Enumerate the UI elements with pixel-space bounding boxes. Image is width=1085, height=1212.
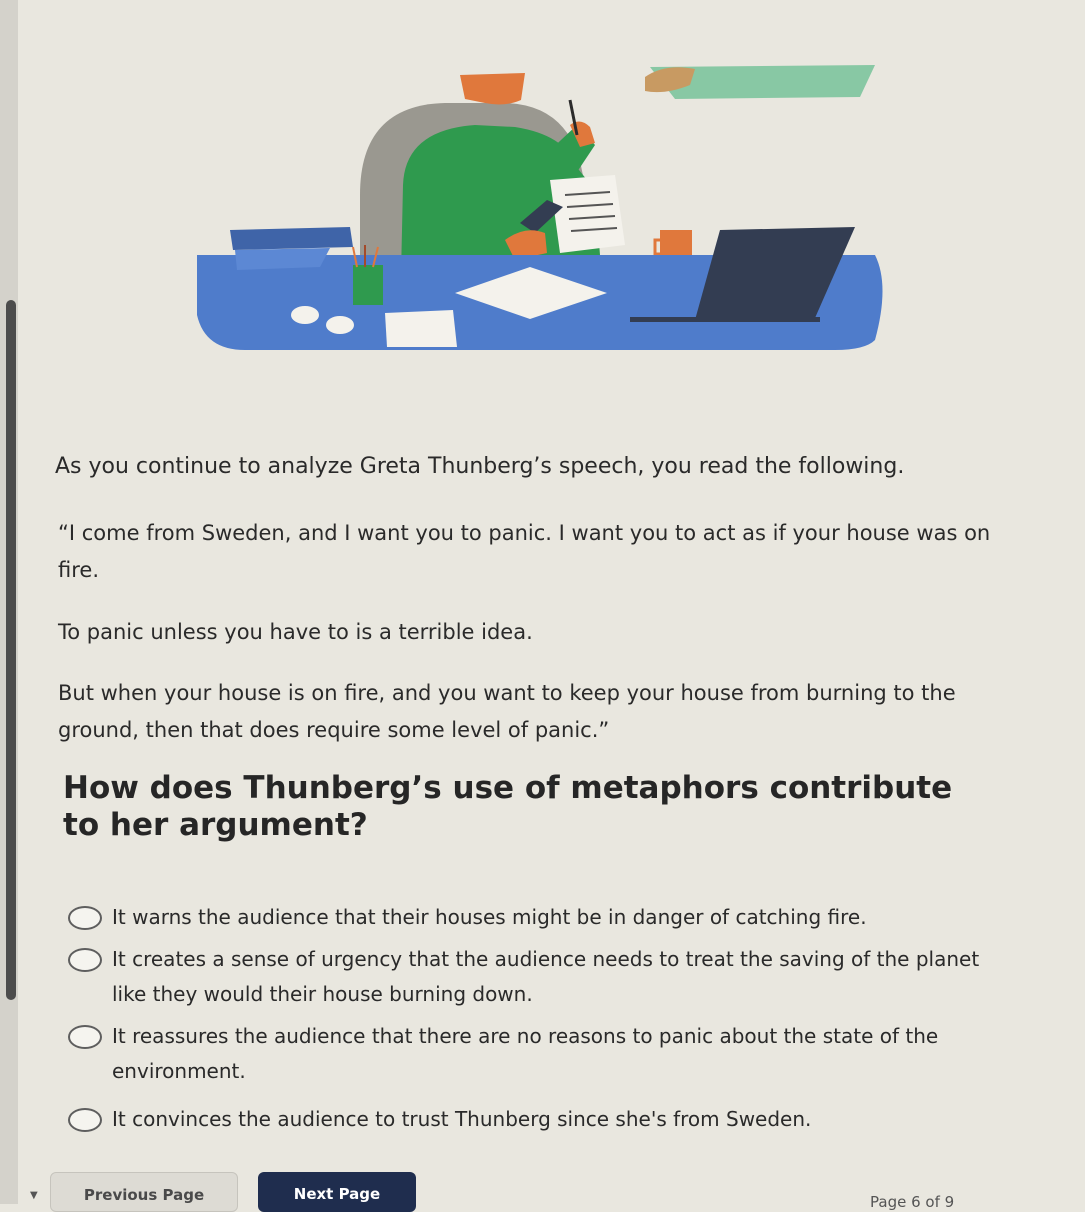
answer-option-3[interactable] — [68, 1019, 988, 1089]
pen-cup — [353, 265, 383, 305]
quote-paragraph-3: But when your house is on fire, and you want to keep your house from burning to the ground, then that does require some level of panic.” — [58, 681, 956, 742]
answer-option-label: It reassures the audience that there are no reasons to panic about the state of the environment. — [112, 1024, 939, 1083]
book-stack — [230, 227, 353, 250]
previous-page-button[interactable]: Previous Page — [50, 1172, 238, 1212]
scrollbar-thumb[interactable] — [6, 300, 16, 1000]
answer-option-1[interactable] — [68, 900, 988, 935]
answer-option-2[interactable] — [68, 942, 988, 1012]
intro-text: As you continue to analyze Greta Thunberg’s speech, you read the following. — [55, 454, 905, 479]
person-head — [460, 73, 525, 104]
answer-option-4[interactable] — [68, 1102, 988, 1137]
radio-icon[interactable] — [68, 1108, 102, 1132]
answer-option-label: It warns the audience that their houses might be in danger of catching fire. — [112, 905, 867, 929]
left-rail — [0, 0, 18, 1204]
paper-sheet — [550, 175, 625, 253]
radio-icon[interactable] — [68, 1025, 102, 1049]
radio-icon[interactable] — [68, 906, 102, 930]
glasses-shape — [291, 306, 319, 324]
answer-option-label: It creates a sense of urgency that the audience needs to treat the saving of the planet like they would their house burning down. — [112, 947, 980, 1006]
quote-paragraph-1: “I come from Sweden, and I want you to panic. I want you to act as if your house was on fire. — [58, 521, 991, 582]
desk-illustration — [185, 55, 890, 355]
answer-option-label: It convinces the audience to trust Thunberg since she's from Sweden. — [112, 1107, 812, 1131]
question-prompt: How does Thunberg’s use of metaphors contribute to her argument? — [63, 770, 953, 843]
radio-icon[interactable] — [68, 948, 102, 972]
page-indicator: Page 6 of 9 — [870, 1193, 955, 1211]
quote-paragraph-2: To panic unless you have to is a terrible idea. — [58, 620, 533, 644]
next-page-button[interactable]: Next Page — [258, 1172, 416, 1212]
caret-down-icon: ▼ — [30, 1190, 38, 1201]
